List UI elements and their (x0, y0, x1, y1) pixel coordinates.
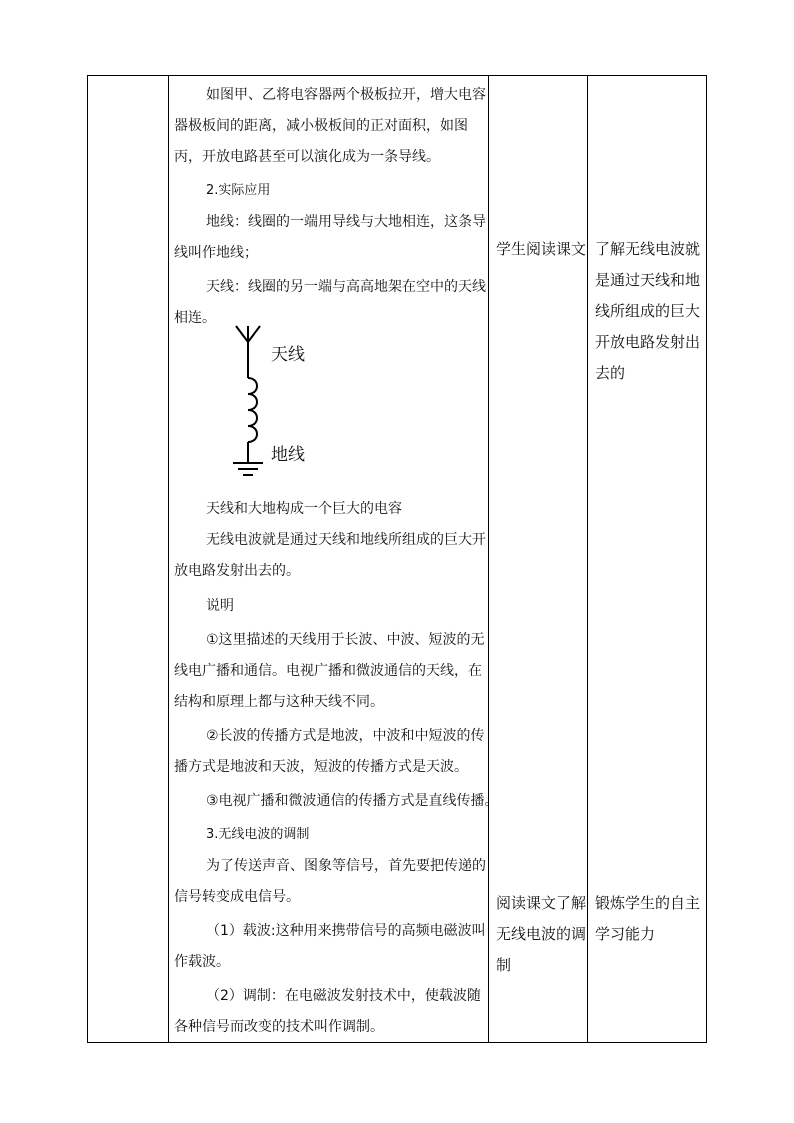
heading-practical-use: 2.实际应用 (206, 183, 271, 198)
note-3: ③电视广播和微波通信的传播方式是直线传播。 (206, 793, 499, 809)
lesson-table (87, 75, 707, 1043)
student-activity-2: 阅读课文了解无线电波的调制 (496, 894, 587, 974)
teaching-content-cell (169, 76, 499, 1042)
design-intent-2: 锻炼学生的自主学习能力 (595, 894, 701, 943)
heading-note: 说明 (206, 598, 234, 614)
heading-modulation: 3.无线电波的调制 (206, 827, 310, 842)
paragraph-emission: 无线电波就是通过天线和地线所组成的巨大开放电路发射出去的。 (174, 532, 486, 579)
student-activity-1: 学生阅读课文 (496, 240, 587, 258)
note-1: ①这里描述的天线用于长波、中波、短波的无线电广播和通信。电视广播和微波通信的天线，在结构和原理上都与这种天线不同。 (174, 632, 485, 710)
paragraph-signal: 为了传送声音、图象等信号，首先要把传递的信号转变成电信号。 (174, 858, 486, 905)
definition-carrier: （1）载波:这种用来携带信号的高频电磁波叫作载波。 (174, 923, 486, 970)
design-intent-1: 了解无线电波就是通过天线和地线所组成的巨大开放电路发射出去的 (595, 240, 701, 382)
paragraph-capacitor: 天线和大地构成一个巨大的电容 (206, 501, 402, 517)
ground-label: 地线 (271, 445, 305, 465)
antenna-label: 天线 (271, 345, 305, 365)
paragraph-open-circuit: 如图甲、乙将电容器两个极板拉开，增大电容器极板间的距离，减小极板间的正对面积，如图丙，开放电路甚至可以演化成为一条导线。 (174, 87, 486, 165)
note-2: ②长波的传播方式是地波，中波和中短波的传播方式是地波和天波，短波的传播方式是天波。 (174, 728, 485, 775)
paragraph-antenna: 天线：线圈的另一端与高高地架在空中的天线相连。 (174, 279, 486, 326)
design-intent-cell (588, 76, 707, 1042)
definition-modulation: （2）调制：在电磁波发射技术中，使载波随各种信号而改变的技术叫作调制。 (174, 988, 481, 1035)
antenna-diagram (229, 322, 349, 482)
paragraph-ground-wire: 地线：线圈的一端用导线与大地相连，这条导线叫作地线； (174, 214, 486, 261)
student-activity-cell (489, 76, 588, 1042)
